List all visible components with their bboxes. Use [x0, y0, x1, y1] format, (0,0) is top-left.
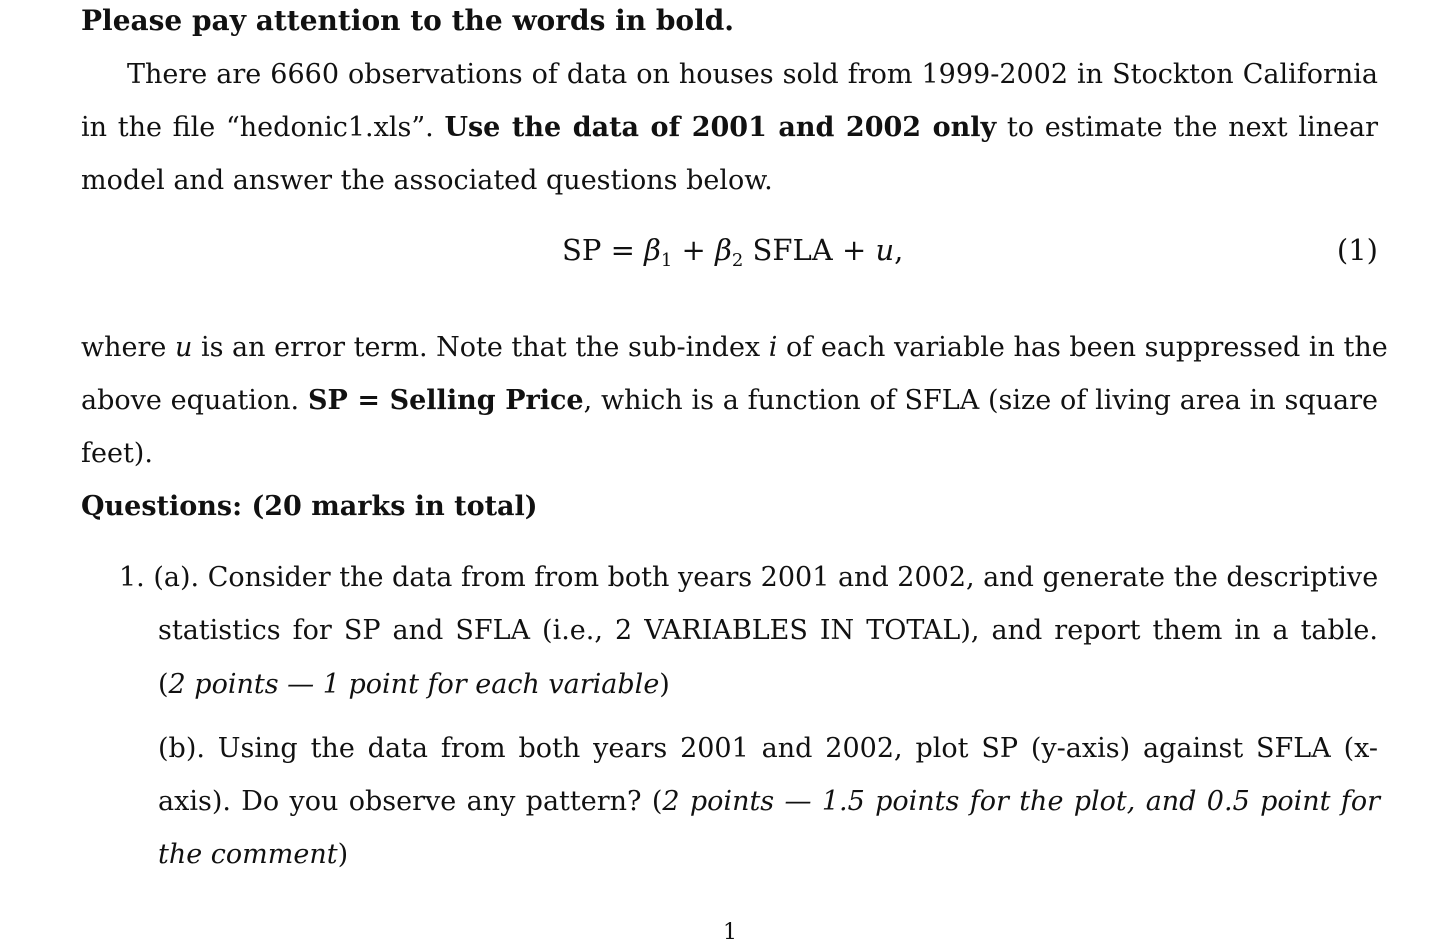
q1a-line-2: statistics for SP and SFLA (i.e., 2 VARIABLES IN TOTAL), and report them in a table.	[158, 615, 1378, 646]
where-above-text: above equation.	[81, 385, 300, 416]
equation-lhs: SP =	[562, 233, 645, 267]
where-u-symbol: u	[174, 332, 193, 363]
beta-2-symbol: β	[715, 233, 732, 267]
intro-estimate-text: to estimate the next linear	[1006, 112, 1378, 143]
equation-plus: +	[672, 233, 716, 267]
q1a-points: 2 points — 1 point for each variable	[168, 669, 660, 700]
intro-line-2	[81, 112, 1378, 144]
page-number: 1	[723, 920, 737, 945]
where-error-text: is an error term. Note that the sub-index	[200, 332, 761, 363]
where-sp-definition: SP = Selling Price	[307, 385, 584, 416]
equation-comma: ,	[894, 233, 904, 267]
q1b-comment-text: the comment	[158, 839, 338, 870]
beta-2-subscript: 2	[731, 250, 744, 271]
intro-bold-instruction: Use the data of 2001 and 2002 only	[444, 112, 997, 143]
regression-equation	[562, 233, 903, 278]
intro-line-1: There are 6660 observations of data on houses sold from 1999-2002 in Stockton California	[127, 59, 1378, 90]
q1b-pattern-text: axis). Do you observe any pattern? (	[158, 786, 663, 817]
q1a-line-1	[119, 562, 1378, 594]
where-sfla-text: , which is a function of SFLA (size of living area in square	[583, 385, 1378, 416]
equation-error-term: u	[875, 233, 895, 267]
beta-1-subscript: 1	[660, 250, 673, 271]
q1a-close-paren: )	[659, 669, 670, 700]
q1a-line-3	[158, 669, 670, 701]
beta-1-symbol: β	[644, 233, 661, 267]
q1b-close-paren: )	[337, 839, 349, 870]
questions-heading: Questions: (20 marks in total)	[81, 491, 538, 522]
where-word: where	[81, 332, 167, 363]
q1a-open-paren: (	[158, 669, 169, 700]
q1a-label: 1. (a).	[119, 562, 200, 593]
intro-file-text: in the file “hedonic1.xls”.	[81, 112, 434, 143]
intro-line-3: model and answer the associated questions below.	[81, 165, 773, 196]
where-line-3: feet).	[81, 438, 153, 469]
equation-sfla: SFLA +	[743, 233, 876, 267]
q1b-line-2	[158, 786, 1380, 818]
where-suppressed-text: of each variable has been suppressed in the	[786, 332, 1388, 363]
q1a-text-1: Consider the data from from both years 2001 and 2002, and generate the descriptive	[207, 562, 1379, 593]
heading: Please pay attention to the words in bold.	[81, 4, 735, 37]
equation-number: (1)	[1336, 233, 1378, 267]
where-line-1	[81, 332, 1388, 364]
q1b-points: 2 points — 1.5 points for the plot, and 0.5 point for	[662, 786, 1380, 817]
q1b-line-1: (b). Using the data from both years 2001 and 2002, plot SP (y-axis) against SFLA (x-	[158, 733, 1378, 764]
where-i-symbol: i	[768, 332, 778, 363]
where-line-2	[81, 385, 1378, 417]
q1b-line-3	[158, 839, 348, 871]
